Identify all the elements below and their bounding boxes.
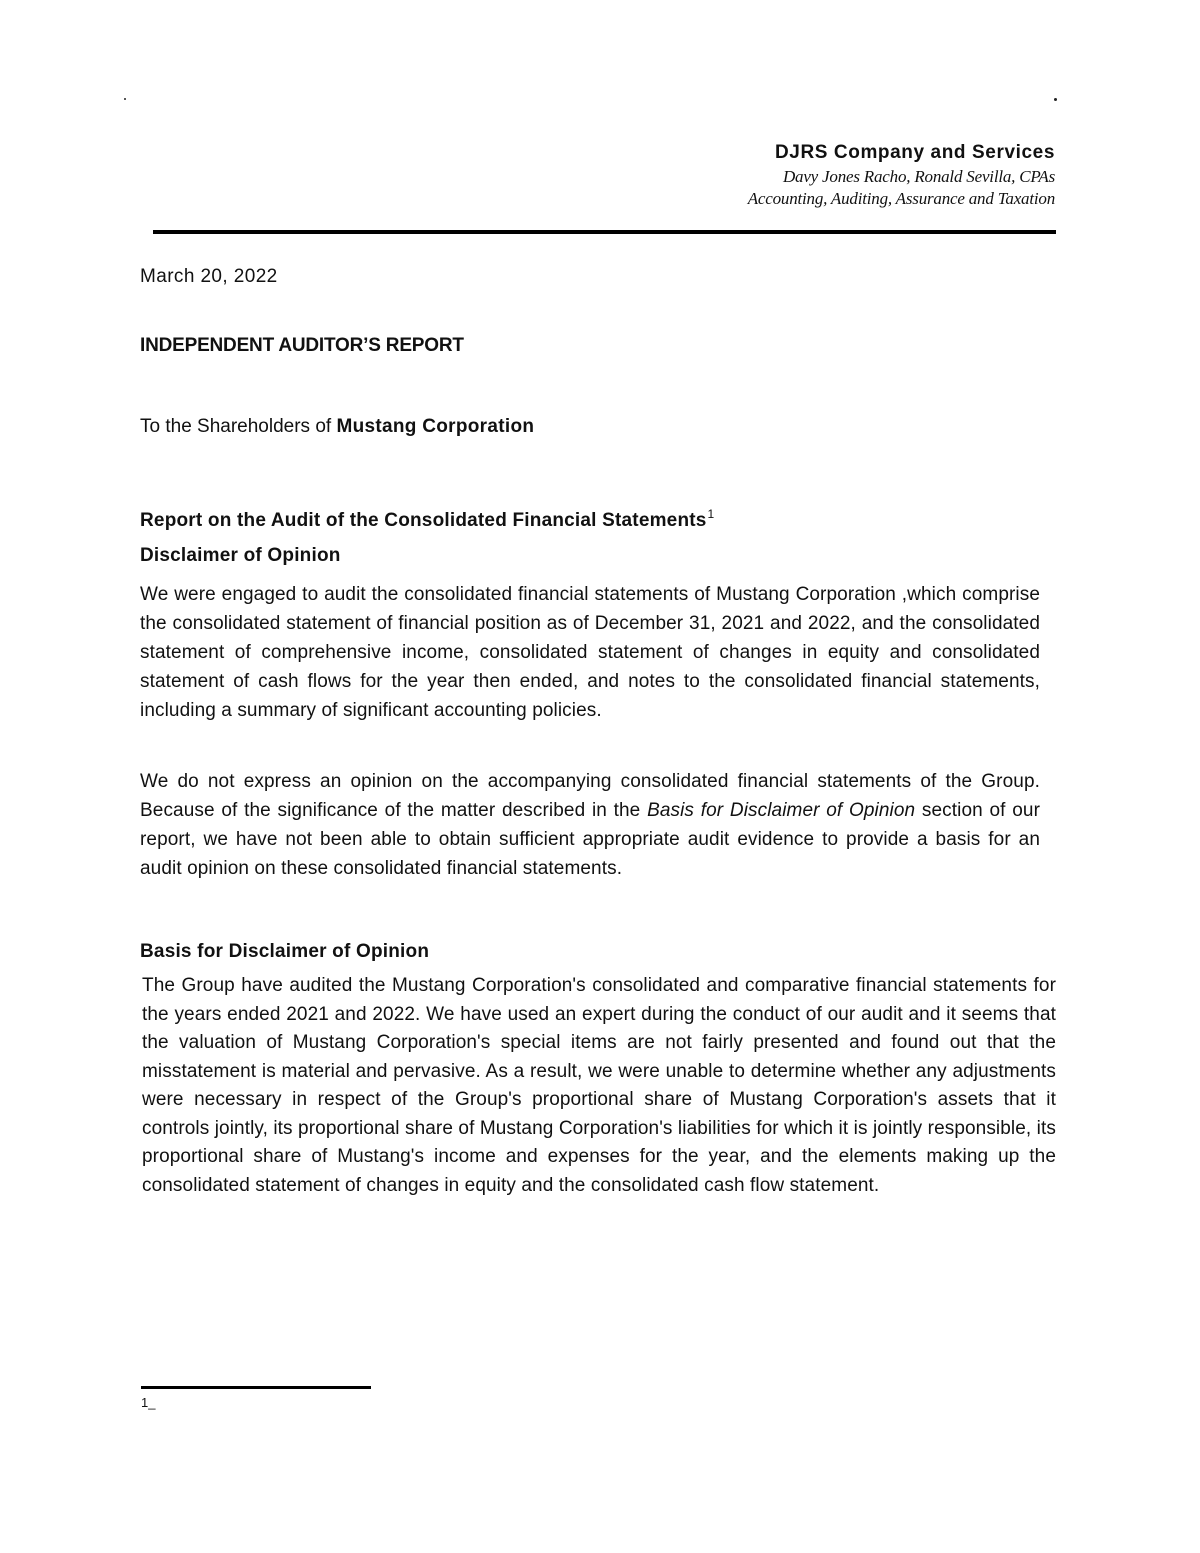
page-mark-right [1054,98,1057,101]
report-title: INDEPENDENT AUDITOR’S REPORT [140,335,464,356]
addressee [140,416,534,438]
firm-name: DJRS Company and Services [774,142,1055,163]
disclaimer-paragraph-2-reference: Basis for Disclaimer of Opinion [647,800,916,821]
disclaimer-paragraph-2-end: section of our report, we have not been able to obtain sufficient appropriate audit evidence to provide a basis for an audit opinion on these consolidated financial statements. [140,800,1041,879]
footnote-reference: 1 [707,507,715,521]
footnote-separator [141,1386,371,1389]
letterhead [748,140,1055,210]
firm-services: Accounting, Auditing, Assurance and Taxation [747,189,1055,208]
footnote: 1_ [141,1395,156,1410]
disclaimer-paragraph-1: We were engaged to audit the consolidated financial statements of Mustang Corporation ,which comprise the consolidated statement of financial position as of December 31, 2021 and 2022, and the consolidated statement of comprehensive income, consolidated statement of changes in equity and consolidated statement of cash flows for the year then ended, and notes to the consolidated financial statements, including a summary of significant accounting policies. [140,584,1040,721]
disclaimer-heading: Disclaimer of Opinion [140,545,341,566]
disclaimer-paragraph-2-start: We do not express an opinion on the accompanying consolidated financial statements of the Group. Because of the significance of the matter described in the [140,771,1040,821]
firm-partners: Davy Jones Racho, Ronald Sevilla, CPAs [782,167,1055,186]
page-mark-left [124,98,126,100]
addressee-company: Mustang Corporation [336,416,535,437]
addressee-prefix: To the Shareholders of [140,416,337,437]
report-heading-text: Report on the Audit of the Consolidated Financial Statements [140,510,707,531]
basis-heading: Basis for Disclaimer of Opinion [140,941,430,962]
basis-paragraph: The Group have audited the Mustang Corporation's consolidated and comparative financial statements for the years ended 2021 and 2022. We have used an expert during the conduct of our audit and it seems that the valuation of Mustang Corporation's special items are not fairly presented and found out that the misstatement is material and pervasive. As a result, we were unable to determine whether any adjustments were necessary in respect of the Group's proportional share of Mustang Corporation's assets that it controls jointly, its proportional share of Mustang Corporation's liabilities for which it is jointly responsible, its proportional share of Mustang's income and expenses for the year, and the elements making up the consolidated statement of changes in equity and the consolidated cash flow statement. [142,975,1056,1196]
letterhead-divider [153,230,1056,234]
report-date: March 20, 2022 [140,266,278,287]
disclaimer-paragraph-2 [140,767,1040,883]
report-heading [140,507,715,532]
